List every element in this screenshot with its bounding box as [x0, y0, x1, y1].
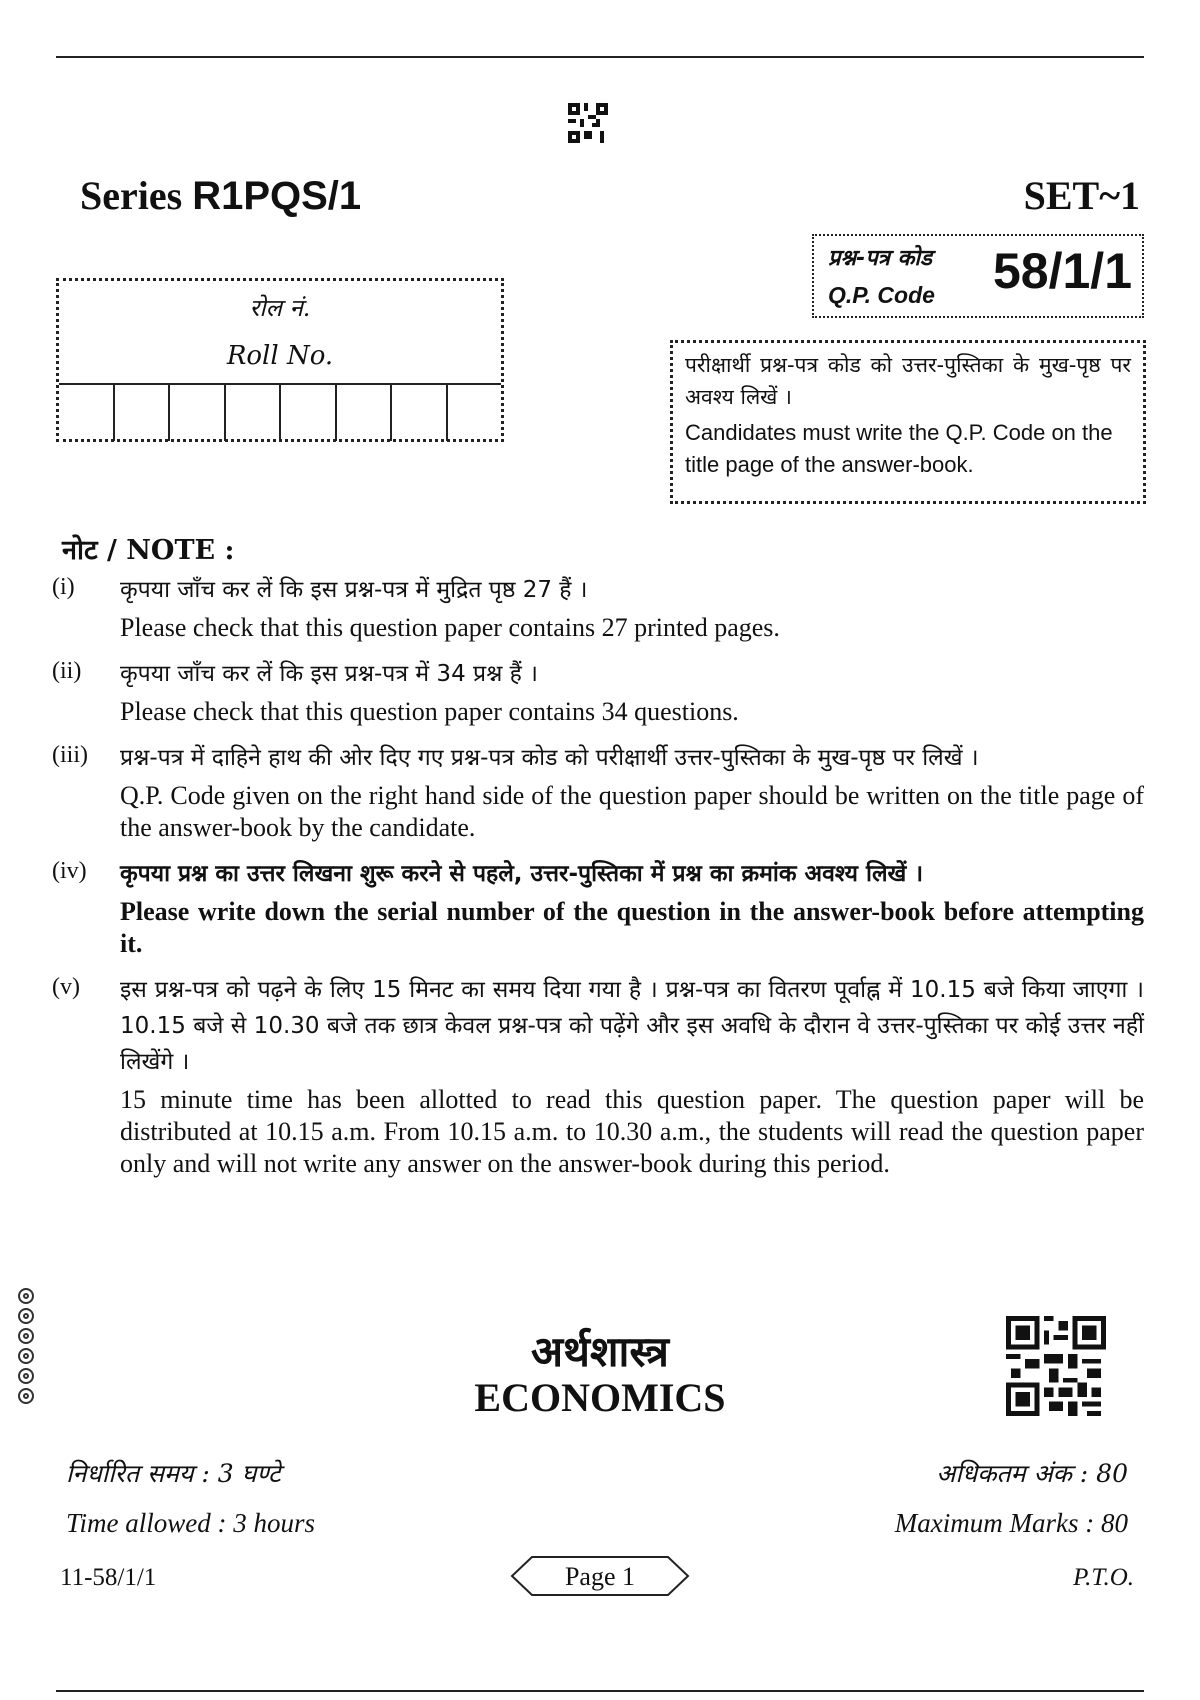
maximum-marks-hindi: अधिकतम अंक : 80	[936, 1459, 1128, 1488]
subject-title-english: ECONOMICS	[474, 1375, 726, 1420]
note-item	[52, 656, 1144, 732]
note-item	[52, 856, 1144, 964]
maximum-marks-english: Maximum Marks : 80	[894, 1508, 1128, 1538]
roll-digit-cell[interactable]	[281, 385, 337, 441]
candidate-notice-box	[670, 340, 1146, 504]
qp-code-label-english: Q.P. Code	[828, 282, 935, 308]
note-list	[52, 572, 1144, 1192]
note-number: (i)	[52, 574, 75, 600]
page-number-label: Page 1	[564, 1562, 636, 1591]
qr-code-icon	[1006, 1316, 1106, 1416]
page-number-tag	[510, 1555, 690, 1597]
roll-digit-cell[interactable]	[448, 385, 502, 441]
note-item	[52, 972, 1144, 1184]
candidate-notice-english: Candidates must write the Q.P. Code on the title page of the answer-book.	[685, 420, 1113, 477]
note-text-english: Please check that this question paper contains 27 printed pages.	[120, 613, 780, 642]
subject-title-hindi: अर्थशास्त्र	[531, 1327, 669, 1376]
roll-digit-cell[interactable]	[59, 385, 115, 441]
set-number: SET~1	[1023, 173, 1140, 218]
candidate-notice-hindi: परीक्षार्थी प्रश्न-पत्र कोड को उत्तर-पुस्तिका के मुख-पृष्ठ पर अवश्य लिखें ।	[685, 353, 1131, 409]
roll-digit-cell[interactable]	[392, 385, 448, 441]
roll-number-cells	[59, 383, 501, 441]
top-rule	[56, 56, 1144, 58]
note-text-hindi: कृपया प्रश्न का उत्तर लिखना शुरू करने से पहले, उत्तर-पुस्तिका में प्रश्न का क्रमांक अवश्य लिखें ।	[120, 861, 924, 887]
note-text-english: Please write down the serial number of the question in the answer-book before attempting it.	[120, 897, 1144, 958]
roll-label-english: Roll No.	[226, 341, 334, 371]
note-text-english: 15 minute time has been allotted to read this question paper. The question paper will be distributed at 10.15 a.m. From 10.15 a.m. to 10.30 a.m., the students will read the question paper only and will not write any answer on the answer-book during this period.	[120, 1085, 1144, 1178]
footer-paper-code: 11-58/1/1	[60, 1564, 157, 1591]
note-text-hindi: प्रश्न-पत्र में दाहिने हाथ की ओर दिए गए प्रश्न-पत्र कोड को परीक्षार्थी उत्तर-पुस्तिका के मुख-पृष्ठ पर लिखें ।	[120, 745, 979, 771]
note-number: (iv)	[52, 858, 87, 884]
bottom-rule	[56, 1690, 1144, 1692]
roll-label-hindi: रोल नं.	[249, 294, 311, 322]
note-number: (iii)	[52, 742, 88, 768]
note-number: (v)	[52, 974, 80, 1000]
note-text-hindi: कृपया जाँच कर लें कि इस प्रश्न-पत्र में मुद्रित पृष्ठ 27 हैं ।	[120, 577, 588, 603]
note-text-english: Please check that this question paper contains 34 questions.	[120, 697, 739, 726]
note-text-hindi: इस प्रश्न-पत्र को पढ़ने के लिए 15 मिनट का समय दिया गया है । प्रश्न-पत्र का वितरण पूर्वाह्न में 10.15 बजे किया जाएगा । 10.15 बजे से 10.30 बजे तक छात्र केवल प्रश्न-पत्र को पढ़ेंगे और इस अवधि के दौरान वे उत्तर-पुस्तिका पर कोई उत्तर नहीं लिखेंगे ।	[120, 977, 1144, 1075]
note-item	[52, 572, 1144, 648]
roll-digit-cell[interactable]	[337, 385, 393, 441]
qr-code-small-icon	[568, 102, 608, 144]
time-allowed-english: Time allowed : 3 hours	[66, 1508, 316, 1538]
time-allowed-hindi: निर्धारित समय : 3 घण्टे	[66, 1459, 281, 1488]
note-title: नोट / NOTE :	[62, 535, 235, 566]
roll-digit-cell[interactable]	[170, 385, 226, 441]
qp-code-value: 58/1/1	[992, 243, 1132, 299]
note-text-english: Q.P. Code given on the right hand side of the question paper should be written on the title page of the answer-book by the candidate.	[120, 781, 1144, 842]
ring-mark-icon	[18, 1288, 34, 1304]
qp-code-box	[812, 234, 1144, 318]
note-number: (ii)	[52, 658, 82, 684]
note-item	[52, 740, 1144, 848]
qp-code-label-hindi: प्रश्न-पत्र कोड	[828, 246, 932, 271]
roll-digit-cell[interactable]	[115, 385, 171, 441]
note-text-hindi: कृपया जाँच कर लें कि इस प्रश्न-पत्र में 34 प्रश्न हैं ।	[120, 661, 538, 687]
pto-label: P.T.O.	[1073, 1564, 1134, 1591]
roll-number-box	[56, 278, 504, 442]
series-heading	[80, 172, 361, 219]
series-label: Series	[80, 173, 183, 218]
roll-digit-cell[interactable]	[226, 385, 282, 441]
series-code: R1PQS/1	[192, 174, 362, 218]
